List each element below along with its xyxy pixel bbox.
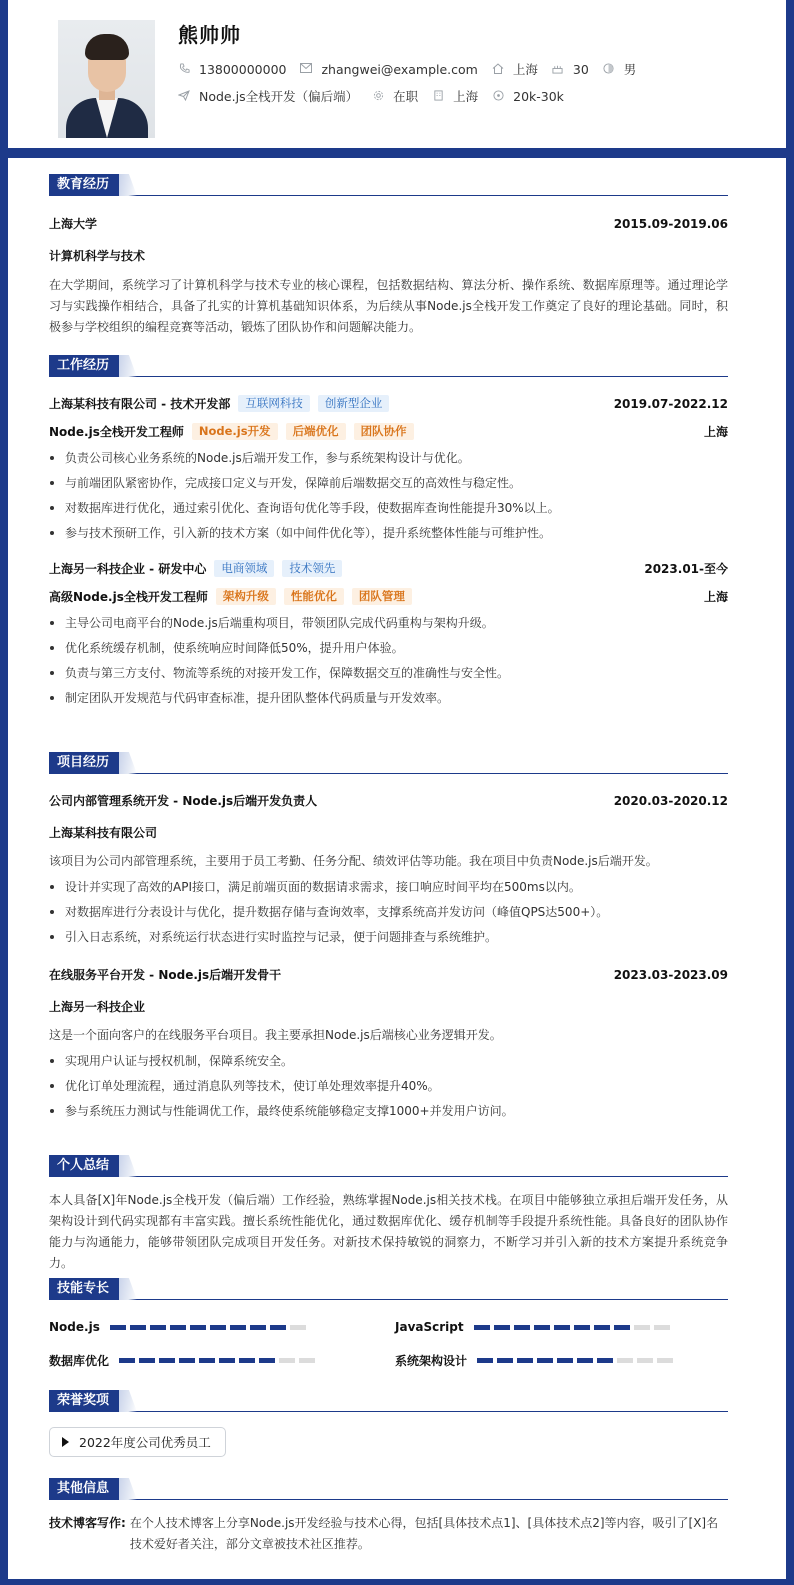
summary-text: 本人具备[X]年Node.js全栈开发（偏后端）工作经验，熟练掌握Node.js相关技术栈。在项目中能够独立承担后端开发任务，从架构设计到代码实现都有丰富实践。擅长系统性能优化，通过数据库优化、缓存机制等手段提升系统性能。具备良好的团队协作能力与沟通能力，能够带领团队完成项目开发任务。对新技术保持敏锐的洞察力，不断学习并引入新的技术方案提升系统竞争力。 — [49, 1193, 728, 1270]
company-name: 上海另一科技企业 - 研发中心 — [49, 562, 207, 576]
position-title: 高级Node.js全栈开发工程师 — [49, 590, 208, 604]
skill-level-segment-filled — [190, 1325, 206, 1330]
gender-info — [603, 60, 637, 78]
list-item: 优化订单处理流程，通过消息队列等技术，使订单处理效率提升40%。 — [49, 1074, 728, 1099]
section-header — [49, 355, 728, 377]
page-border-right — [786, 0, 794, 1585]
work-section — [49, 355, 728, 711]
skill-tag: 团队管理 — [352, 588, 412, 605]
major-row — [49, 247, 728, 264]
skill-level-segment-filled — [270, 1325, 286, 1330]
project-period: 2020.03-2020.12 — [613, 793, 728, 808]
phone-number: 13800000000 — [199, 61, 287, 77]
company-name: 上海某科技有限公司 - 技术开发部 — [49, 397, 231, 411]
skill-level-segment-filled — [150, 1325, 166, 1330]
skill-level-segment-empty — [657, 1358, 673, 1363]
skill-level-segment-filled — [477, 1358, 493, 1363]
email-info — [300, 62, 477, 77]
play-icon — [62, 1437, 69, 1447]
skill-level-segment-filled — [574, 1325, 590, 1330]
skill-name: 数据库优化 — [49, 1353, 110, 1368]
salary-info — [492, 89, 564, 104]
skills-section — [49, 1278, 728, 1380]
candidate-name: 熊帅帅 — [178, 23, 241, 47]
skill-level-segment-filled — [130, 1325, 146, 1330]
project-company: 上海另一科技企业 — [49, 1000, 146, 1014]
other-text: 在个人技术博客上分享Node.js开发经验与技术心得，包括[具体技术点1]、[具体技术点2]等内容，吸引了[X]名技术爱好者关注，部分文章被技术社区推荐。 — [129, 1516, 719, 1551]
skill-level-segment-filled — [514, 1325, 530, 1330]
skill-tag: 后端优化 — [286, 423, 346, 440]
list-item: 对数据库进行分表设计与优化，提升数据存储与查询效率，支撑系统高并发访问（峰值QPS达500+）。 — [49, 900, 728, 925]
location-value: 上海 — [512, 62, 538, 77]
phone-info — [178, 62, 286, 77]
phone-icon — [178, 63, 190, 75]
list-item: 与前端团队紧密协作，完成接口定义与开发，保障前后端数据交互的高效性与稳定性。 — [49, 471, 728, 496]
target-city-value: 上海 — [453, 89, 479, 104]
skill-name: Node.js — [49, 1320, 100, 1334]
project-company: 上海某科技有限公司 — [49, 826, 158, 840]
major-name: 计算机科学与技术 — [49, 249, 146, 263]
skill-level-segment-filled — [577, 1358, 593, 1363]
skill-level-segment-filled — [474, 1325, 490, 1330]
skill-level-segment-filled — [614, 1325, 630, 1330]
skill-level-segment-filled — [557, 1358, 573, 1363]
school-name: 上海大学 — [49, 217, 98, 231]
skill-level-bar — [474, 1325, 674, 1330]
other-section — [49, 1478, 728, 1555]
skill-level-segment-empty — [654, 1325, 670, 1330]
section-header — [49, 752, 728, 774]
skill-level-segment-filled — [594, 1325, 610, 1330]
achievement-list — [49, 1049, 728, 1124]
list-item: 负责公司核心业务系统的Node.js后端开发工作，参与系统架构设计与优化。 — [49, 446, 728, 471]
education-description: 在大学期间，系统学习了计算机科学与技术专业的核心课程，包括数据结构、算法分析、操作系统、数据库原理等。通过理论学习与实践操作相结合，具备了扎实的计算机基础知识体系，为后续从事Node.js全栈开发工作奠定了良好的理论基础。同时，积极参与学校组织的编程竞赛等活动，锻炼了团队协作和问题解决能力。 — [49, 278, 728, 334]
section-title: 工作经历 — [49, 355, 119, 377]
skill-level-segment-filled — [110, 1325, 126, 1330]
skill-level-segment-filled — [537, 1358, 553, 1363]
status-value: 在职 — [393, 89, 419, 104]
age-info — [552, 62, 589, 77]
section-title: 项目经历 — [49, 752, 119, 774]
other-item — [49, 1513, 728, 1555]
page-border-bottom — [0, 1579, 794, 1585]
project-title-row — [49, 966, 728, 983]
project-entry — [49, 966, 728, 1124]
skill-level-segment-filled — [534, 1325, 550, 1330]
skill-level-segment-filled — [597, 1358, 613, 1363]
skill-level-segment-filled — [159, 1358, 175, 1363]
section-title: 其他信息 — [49, 1478, 119, 1500]
skills-grid — [49, 1300, 728, 1380]
work-entry — [49, 395, 728, 546]
project-company-row — [49, 998, 728, 1015]
section-title: 技能专长 — [49, 1278, 119, 1300]
home-icon — [492, 63, 504, 75]
page-border-left — [0, 0, 8, 1585]
skill-level-segment-empty — [299, 1358, 315, 1363]
section-title: 个人总结 — [49, 1155, 119, 1177]
cake-icon — [552, 63, 564, 75]
company-tag: 互联网科技 — [238, 395, 310, 412]
other-label: 技术博客写作: — [49, 1516, 126, 1530]
job-intent-line — [178, 87, 578, 105]
skill-tag: 团队协作 — [354, 423, 414, 440]
skill-tag: 架构升级 — [216, 588, 276, 605]
summary-section — [49, 1155, 728, 1274]
section-header — [49, 174, 728, 196]
company-row — [49, 395, 728, 412]
company-tag: 创新型企业 — [318, 395, 390, 412]
target-city-info — [432, 87, 478, 105]
skill-tag: Node.js开发 — [192, 423, 278, 440]
skill-item — [49, 1317, 310, 1337]
list-item: 引入日志系统，对系统运行状态进行实时监控与记录，便于问题排查与系统维护。 — [49, 925, 728, 950]
project-period: 2023.03-2023.09 — [613, 967, 728, 982]
skill-name: 系统架构设计 — [395, 1353, 468, 1368]
skill-level-bar — [477, 1358, 677, 1363]
skill-item — [49, 1350, 319, 1370]
list-item: 制定团队开发规范与代码审查标准，提升团队整体代码质量与开发效率。 — [49, 686, 728, 711]
skill-level-segment-filled — [119, 1358, 135, 1363]
skill-level-bar — [110, 1325, 310, 1330]
skill-level-segment-filled — [239, 1358, 255, 1363]
list-item: 对数据库进行优化，通过索引优化、查询语句优化等手段，使数据库查询性能提升30%以上。 — [49, 496, 728, 521]
work-entry — [49, 560, 728, 711]
awards-list — [49, 1427, 728, 1457]
awards-section — [49, 1390, 728, 1457]
section-title: 教育经历 — [49, 174, 119, 196]
section-title: 荣誉奖项 — [49, 1390, 119, 1412]
skill-level-segment-filled — [497, 1358, 513, 1363]
skill-level-segment-empty — [290, 1325, 306, 1330]
award-name: 2022年度公司优秀员工 — [79, 1435, 211, 1450]
send-icon — [178, 90, 190, 102]
project-company-row — [49, 824, 728, 841]
job-period: 2019.07-2022.12 — [613, 396, 728, 411]
skill-level-segment-filled — [210, 1325, 226, 1330]
gear-icon — [372, 90, 384, 102]
company-tag: 技术领先 — [282, 560, 342, 577]
job-period: 2023.01-至今 — [644, 562, 728, 576]
duty-list — [49, 446, 728, 546]
job-city: 上海 — [703, 590, 728, 604]
building-icon — [432, 90, 444, 102]
projects-section — [49, 752, 728, 1124]
list-item: 主导公司电商平台的Node.js后端重构项目，带领团队完成代码重构与架构升级。 — [49, 611, 728, 636]
project-name: 公司内部管理系统开发 - Node.js后端开发负责人 — [49, 794, 318, 808]
project-title-row — [49, 792, 728, 809]
profile-photo — [58, 20, 155, 138]
gender-icon — [603, 63, 615, 75]
list-item: 实现用户认证与授权机制，保障系统安全。 — [49, 1049, 728, 1074]
status-info — [372, 87, 418, 105]
location-info — [492, 60, 538, 78]
job-target-value: Node.js全栈开发（偏后端） — [199, 89, 359, 104]
section-header — [49, 1478, 728, 1500]
education-period: 2015.09-2019.06 — [613, 216, 728, 231]
achievement-list — [49, 875, 728, 950]
education-row — [49, 215, 728, 232]
position-row — [49, 423, 728, 440]
skill-level-segment-filled — [250, 1325, 266, 1330]
skill-level-segment-filled — [554, 1325, 570, 1330]
resume-header — [8, 0, 786, 148]
project-name: 在线服务平台开发 - Node.js后端开发骨干 — [49, 968, 282, 982]
duty-list — [49, 611, 728, 711]
skill-level-segment-filled — [219, 1358, 235, 1363]
money-icon — [492, 90, 504, 102]
skill-level-segment-empty — [637, 1358, 653, 1363]
project-description: 该项目为公司内部管理系统，主要用于员工考勤、任务分配、绩效评估等功能。我在项目中负责Node.js后端开发。 — [49, 854, 658, 868]
skill-level-segment-filled — [230, 1325, 246, 1330]
mail-icon — [300, 63, 312, 75]
skill-item — [395, 1350, 677, 1370]
list-item: 参与系统压力测试与性能调优工作，最终使系统能够稳定支撑1000+并发用户访问。 — [49, 1099, 728, 1124]
header-divider-band — [0, 148, 794, 158]
skill-tag: 性能优化 — [284, 588, 344, 605]
gender-value: 男 — [623, 62, 637, 77]
section-header — [49, 1390, 728, 1412]
list-item: 设计并实现了高效的API接口，满足前端页面的数据请求需求，接口响应时间平均在500ms以内。 — [49, 875, 728, 900]
skill-level-segment-filled — [199, 1358, 215, 1363]
position-title: Node.js全栈开发工程师 — [49, 425, 184, 439]
project-description: 这是一个面向客户的在线服务平台项目。我主要承担Node.js后端核心业务逻辑开发。 — [49, 1028, 502, 1042]
education-section — [49, 174, 728, 338]
job-target-info — [178, 87, 358, 105]
skill-item — [395, 1317, 674, 1337]
skill-level-segment-filled — [139, 1358, 155, 1363]
skill-level-bar — [119, 1358, 319, 1363]
list-item: 参与技术预研工作，引入新的技术方案（如中间件优化等），提升系统整体性能与可维护性。 — [49, 521, 728, 546]
skill-level-segment-empty — [617, 1358, 633, 1363]
position-row — [49, 588, 728, 605]
section-header — [49, 1155, 728, 1177]
list-item: 优化系统缓存机制，使系统响应时间降低50%，提升用户体验。 — [49, 636, 728, 661]
email-address: zhangwei@example.com — [321, 61, 478, 77]
skill-level-segment-filled — [494, 1325, 510, 1330]
skill-level-segment-filled — [170, 1325, 186, 1330]
skill-level-segment-filled — [179, 1358, 195, 1363]
job-city: 上海 — [703, 425, 728, 439]
section-header — [49, 1278, 728, 1300]
award-item[interactable] — [49, 1427, 226, 1457]
project-entry — [49, 792, 728, 950]
skill-name: JavaScript — [395, 1320, 464, 1334]
age-value: 30 — [572, 61, 589, 77]
list-item: 负责与第三方支付、物流等系统的对接开发工作，保障数据交互的准确性与安全性。 — [49, 661, 728, 686]
skill-level-segment-filled — [517, 1358, 533, 1363]
skill-level-segment-filled — [259, 1358, 275, 1363]
company-row — [49, 560, 728, 577]
contact-info-line — [178, 60, 650, 78]
skill-level-segment-empty — [634, 1325, 650, 1330]
skill-level-segment-empty — [279, 1358, 295, 1363]
company-tag: 电商领域 — [214, 560, 274, 577]
salary-value: 20k-30k — [513, 88, 564, 104]
